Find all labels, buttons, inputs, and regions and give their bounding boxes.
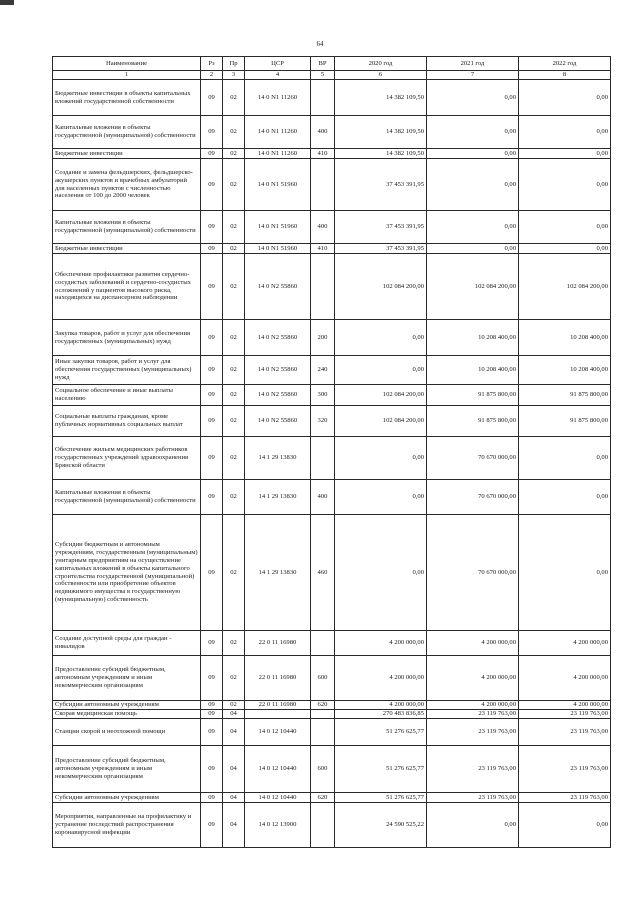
- row-vr: 620: [311, 701, 335, 710]
- row-2020: 102 084 200,00: [335, 254, 427, 320]
- row-2021: 10 208 400,00: [427, 320, 519, 356]
- row-2020: 4 200 000,00: [335, 701, 427, 710]
- row-vr: 400: [311, 116, 335, 149]
- row-2022: 0,00: [519, 480, 611, 515]
- row-vr: 400: [311, 211, 335, 244]
- row-rz: 09: [201, 719, 223, 746]
- row-pr: 02: [223, 515, 245, 631]
- row-rz: 09: [201, 80, 223, 116]
- page-number: 64: [316, 40, 324, 48]
- row-2022: 0,00: [519, 116, 611, 149]
- row-rz: 09: [201, 406, 223, 437]
- row-vr: 410: [311, 149, 335, 159]
- row-pr: 02: [223, 116, 245, 149]
- column-index: 2: [201, 71, 223, 80]
- budget-table: [52, 56, 611, 848]
- row-2022: 23 119 763,00: [519, 710, 611, 719]
- row-2020: 4 200 000,00: [335, 631, 427, 656]
- row-2022: 10 208 400,00: [519, 320, 611, 356]
- row-name: Социальное обеспечение и иные выплаты населению: [53, 385, 201, 406]
- row-2021: 23 119 763,00: [427, 710, 519, 719]
- row-2020: 14 382 109,50: [335, 116, 427, 149]
- row-name: Субсидии автономным учреждениям: [53, 701, 201, 710]
- row-rz: 09: [201, 149, 223, 159]
- table-row: [53, 719, 611, 746]
- row-csr: [245, 710, 311, 719]
- row-csr: 14 0 N1 11260: [245, 149, 311, 159]
- row-csr: 14 0 N2 55860: [245, 320, 311, 356]
- row-vr: 460: [311, 515, 335, 631]
- table-row: [53, 159, 611, 211]
- row-rz: 09: [201, 254, 223, 320]
- row-2020: 0,00: [335, 515, 427, 631]
- row-rz: 09: [201, 211, 223, 244]
- row-name: Социальные выплаты гражданам, кроме публичных нормативных социальных выплат: [53, 406, 201, 437]
- row-name: Бюджетные инвестиции в объекты капитальных вложений государственной собственности: [53, 80, 201, 116]
- table-row: [53, 385, 611, 406]
- row-rz: 09: [201, 244, 223, 254]
- table-header-row: [53, 57, 611, 71]
- row-2022: 23 119 763,00: [519, 719, 611, 746]
- row-vr: [311, 437, 335, 480]
- table-row: [53, 437, 611, 480]
- row-2020: 102 084 200,00: [335, 406, 427, 437]
- row-name: Станции скорой и неотложной помощи: [53, 719, 201, 746]
- row-rz: 09: [201, 701, 223, 710]
- row-2020: 4 200 000,00: [335, 656, 427, 701]
- row-rz: 09: [201, 320, 223, 356]
- row-2020: 0,00: [335, 320, 427, 356]
- row-name: Капитальные вложения в объекты государственной (муниципальной) собственности: [53, 211, 201, 244]
- row-name: Субсидии бюджетным и автономным учреждениям, государственным (муниципальным) унитарным предприятиям на осуществление капитальных вложений в объекты капитального строительства государственной (муниципальной) собственности или приобретение объектов недвижимого имущества в государственную (муниципальную) собственность: [53, 515, 201, 631]
- row-pr: 02: [223, 211, 245, 244]
- row-vr: [311, 159, 335, 211]
- row-pr: 02: [223, 701, 245, 710]
- row-csr: 14 0 12 10440: [245, 793, 311, 803]
- row-csr: 14 0 N2 55860: [245, 254, 311, 320]
- row-2021: 91 875 800,00: [427, 385, 519, 406]
- row-2022: 0,00: [519, 211, 611, 244]
- row-rz: 09: [201, 116, 223, 149]
- row-name: Создание доступной среды для граждан - инвалидов: [53, 631, 201, 656]
- column-header: Пр: [223, 57, 245, 71]
- row-2020: 0,00: [335, 480, 427, 515]
- row-pr: 02: [223, 80, 245, 116]
- row-rz: 09: [201, 746, 223, 793]
- row-pr: 02: [223, 480, 245, 515]
- column-index: 6: [335, 71, 427, 80]
- row-2021: 23 119 763,00: [427, 746, 519, 793]
- row-2021: 70 670 000,00: [427, 515, 519, 631]
- row-2021: 0,00: [427, 211, 519, 244]
- column-index: 8: [519, 71, 611, 80]
- row-csr: 14 0 N1 11260: [245, 80, 311, 116]
- row-2021: 0,00: [427, 80, 519, 116]
- row-2020: 14 382 109,50: [335, 80, 427, 116]
- row-2022: 91 875 800,00: [519, 385, 611, 406]
- row-2020: 51 276 625,77: [335, 746, 427, 793]
- table-row: [53, 116, 611, 149]
- row-2021: 102 084 200,00: [427, 254, 519, 320]
- column-header: ЦСР: [245, 57, 311, 71]
- row-name: Обеспечение профилактики развития сердечно-сосудистых заболеваний и сердечно-сосудистых осложнений у пациентов высокого риска, находящихся на диспансерном наблюдении: [53, 254, 201, 320]
- row-2022: 0,00: [519, 244, 611, 254]
- row-csr: 14 1 29 13830: [245, 480, 311, 515]
- row-name: Бюджетные инвестиции: [53, 244, 201, 254]
- row-pr: 02: [223, 244, 245, 254]
- row-csr: 22 0 11 16980: [245, 631, 311, 656]
- row-2020: 24 590 525,22: [335, 803, 427, 848]
- row-rz: 09: [201, 803, 223, 848]
- row-2022: 102 084 200,00: [519, 254, 611, 320]
- row-rz: 09: [201, 793, 223, 803]
- row-pr: 04: [223, 746, 245, 793]
- table-row: [53, 244, 611, 254]
- row-2021: 0,00: [427, 159, 519, 211]
- row-2021: 4 200 000,00: [427, 701, 519, 710]
- row-csr: 22 0 11 16980: [245, 701, 311, 710]
- row-pr: 04: [223, 803, 245, 848]
- table-row: [53, 406, 611, 437]
- row-pr: 04: [223, 710, 245, 719]
- row-name: Обеспечение жильем медицинских работников государственных учреждений здравоохранения Брянской области: [53, 437, 201, 480]
- row-vr: 240: [311, 356, 335, 385]
- row-2022: 23 119 763,00: [519, 793, 611, 803]
- row-csr: 14 1 29 13830: [245, 437, 311, 480]
- column-header: 2021 год: [427, 57, 519, 71]
- row-2020: 270 483 836,85: [335, 710, 427, 719]
- row-pr: 02: [223, 406, 245, 437]
- table-row: [53, 631, 611, 656]
- column-header: Рз: [201, 57, 223, 71]
- row-csr: 14 1 29 13830: [245, 515, 311, 631]
- row-2020: 37 453 391,95: [335, 211, 427, 244]
- row-pr: 04: [223, 793, 245, 803]
- row-2021: 91 875 800,00: [427, 406, 519, 437]
- row-rz: 09: [201, 656, 223, 701]
- row-2021: 4 200 000,00: [427, 631, 519, 656]
- row-2021: 70 670 000,00: [427, 437, 519, 480]
- row-vr: 320: [311, 406, 335, 437]
- row-vr: 200: [311, 320, 335, 356]
- row-csr: 14 0 12 10440: [245, 746, 311, 793]
- row-2021: 70 670 000,00: [427, 480, 519, 515]
- scan-corner-mark: [0, 0, 14, 5]
- row-vr: 600: [311, 656, 335, 701]
- row-2021: 0,00: [427, 116, 519, 149]
- column-header: ВР: [311, 57, 335, 71]
- row-2021: 0,00: [427, 149, 519, 159]
- row-vr: 400: [311, 480, 335, 515]
- row-name: Капитальные вложения в объекты государственной (муниципальной) собственности: [53, 116, 201, 149]
- row-vr: [311, 254, 335, 320]
- row-rz: 09: [201, 437, 223, 480]
- row-2022: 91 875 800,00: [519, 406, 611, 437]
- row-vr: 410: [311, 244, 335, 254]
- row-rz: 09: [201, 480, 223, 515]
- table-row: [53, 211, 611, 244]
- row-pr: 02: [223, 254, 245, 320]
- row-pr: 02: [223, 656, 245, 701]
- row-name: Закупка товаров, работ и услуг для обеспечения государственных (муниципальных) нужд: [53, 320, 201, 356]
- row-vr: 620: [311, 793, 335, 803]
- row-name: Бюджетные инвестиции: [53, 149, 201, 159]
- row-pr: 02: [223, 631, 245, 656]
- row-vr: [311, 80, 335, 116]
- row-pr: 02: [223, 159, 245, 211]
- row-rz: 09: [201, 631, 223, 656]
- row-name: Скорая медицинская помощь: [53, 710, 201, 719]
- row-2022: 0,00: [519, 515, 611, 631]
- table-row: [53, 480, 611, 515]
- row-2022: 0,00: [519, 437, 611, 480]
- row-2022: 23 119 763,00: [519, 746, 611, 793]
- row-2020: 102 084 200,00: [335, 385, 427, 406]
- row-pr: 02: [223, 149, 245, 159]
- row-2021: 0,00: [427, 244, 519, 254]
- row-2021: 0,00: [427, 803, 519, 848]
- row-2020: 0,00: [335, 437, 427, 480]
- table-row: [53, 793, 611, 803]
- row-vr: 300: [311, 385, 335, 406]
- row-2021: 4 200 000,00: [427, 656, 519, 701]
- row-rz: 09: [201, 385, 223, 406]
- row-2020: 0,00: [335, 356, 427, 385]
- column-index: 5: [311, 71, 335, 80]
- row-pr: 04: [223, 719, 245, 746]
- row-2020: 14 382 109,50: [335, 149, 427, 159]
- table-row: [53, 80, 611, 116]
- row-2020: 37 453 391,95: [335, 244, 427, 254]
- row-csr: 14 0 N1 51960: [245, 244, 311, 254]
- row-csr: 14 0 12 13900: [245, 803, 311, 848]
- row-name: Мероприятия, направленные на профилактику и устранение последствий распространения коронавирусной инфекции: [53, 803, 201, 848]
- row-name: Субсидии автономным учреждениям: [53, 793, 201, 803]
- row-name: Иные закупки товаров, работ и услуг для обеспечения государственных (муниципальных) нужд: [53, 356, 201, 385]
- row-name: Создание и замена фельдшерских, фельдшерско-акушерских пунктов и врачебных амбулаторий для населенных пунктов с численностью населения от 100 до 2000 человек: [53, 159, 201, 211]
- table-row: [53, 320, 611, 356]
- row-2021: 23 119 763,00: [427, 793, 519, 803]
- row-csr: 14 0 N2 55860: [245, 406, 311, 437]
- row-vr: [311, 719, 335, 746]
- row-csr: 22 0 11 16980: [245, 656, 311, 701]
- row-2022: 0,00: [519, 803, 611, 848]
- column-index: 4: [245, 71, 311, 80]
- row-pr: 02: [223, 437, 245, 480]
- row-csr: 14 0 N1 51960: [245, 211, 311, 244]
- table-row: [53, 515, 611, 631]
- row-pr: 02: [223, 320, 245, 356]
- column-header: Наименование: [53, 57, 201, 71]
- row-2022: 10 208 400,00: [519, 356, 611, 385]
- row-csr: 14 0 N2 55860: [245, 356, 311, 385]
- row-2020: 51 276 625,77: [335, 793, 427, 803]
- column-index: 7: [427, 71, 519, 80]
- table-row: [53, 356, 611, 385]
- row-2021: 23 119 763,00: [427, 719, 519, 746]
- row-rz: 09: [201, 159, 223, 211]
- row-rz: 09: [201, 515, 223, 631]
- table-row: [53, 710, 611, 719]
- row-2022: 0,00: [519, 159, 611, 211]
- row-csr: 14 0 N1 51960: [245, 159, 311, 211]
- table-row: [53, 746, 611, 793]
- row-vr: [311, 631, 335, 656]
- row-name: Капитальные вложения в объекты государственной (муниципальной) собственности: [53, 480, 201, 515]
- row-name: Предоставление субсидий бюджетным, автономным учреждениям и иным некоммерческим организациям: [53, 746, 201, 793]
- column-index: 1: [53, 71, 201, 80]
- row-rz: 09: [201, 710, 223, 719]
- row-2022: 4 200 000,00: [519, 656, 611, 701]
- row-2022: 0,00: [519, 149, 611, 159]
- row-2022: 4 200 000,00: [519, 701, 611, 710]
- column-header: 2020 год: [335, 57, 427, 71]
- row-vr: [311, 710, 335, 719]
- row-name: Предоставление субсидий бюджетным, автономным учреждениям и иным некоммерческим организациям: [53, 656, 201, 701]
- column-index-row: [53, 71, 611, 80]
- column-index: 3: [223, 71, 245, 80]
- row-csr: 14 0 N2 55860: [245, 385, 311, 406]
- table-row: [53, 149, 611, 159]
- row-pr: 02: [223, 356, 245, 385]
- column-header: 2022 год: [519, 57, 611, 71]
- row-2020: 37 453 391,95: [335, 159, 427, 211]
- table-row: [53, 254, 611, 320]
- table-row: [53, 803, 611, 848]
- row-csr: 14 0 N1 11260: [245, 116, 311, 149]
- row-rz: 09: [201, 356, 223, 385]
- table-row: [53, 656, 611, 701]
- row-2021: 10 208 400,00: [427, 356, 519, 385]
- table-row: [53, 701, 611, 710]
- row-2020: 51 276 625,77: [335, 719, 427, 746]
- row-2022: 0,00: [519, 80, 611, 116]
- row-csr: 14 0 12 10440: [245, 719, 311, 746]
- row-vr: 600: [311, 746, 335, 793]
- row-vr: [311, 803, 335, 848]
- row-pr: 02: [223, 385, 245, 406]
- row-2022: 4 200 000,00: [519, 631, 611, 656]
